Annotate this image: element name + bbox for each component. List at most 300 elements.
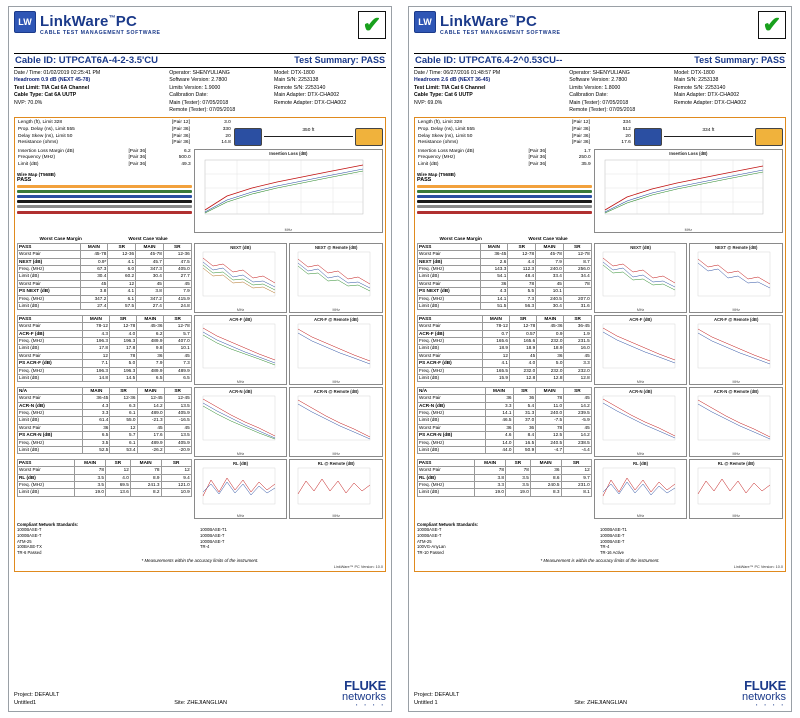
table-row: Freq. (MHz) 3.3 6.1 489.0 405.9 <box>19 410 190 416</box>
wiremap-line <box>417 205 592 208</box>
compliance-block <box>17 522 383 556</box>
compliance-item: 100VG-AnyLan <box>417 544 446 550</box>
chart-title: NEXT @ Remote (dB) <box>314 244 358 250</box>
chart-xlabel: MHz <box>636 307 645 312</box>
wiremap-title: Wire Map (T568B) <box>17 171 56 177</box>
row-pair: [Pair 36] <box>172 127 190 133</box>
table-row: Limit (dB) 17.8 17.8 9.8 10.1 <box>19 345 190 351</box>
wiremap <box>17 172 192 214</box>
row-value: 49.3 <box>181 162 191 167</box>
block-status: PASS <box>18 315 83 322</box>
table-row: Limit (dB) 19.0 19.0 8.3 8.1 <box>419 489 590 495</box>
test-summary: Test Summary: PASS <box>694 55 785 65</box>
compliance-item <box>200 550 383 556</box>
row-value: 20 <box>225 133 231 139</box>
fluke-dots: ▪ ▪ ▪ ▪ <box>755 702 786 707</box>
report-header <box>14 11 386 51</box>
table-row: Freq. (MHz) 143.3 112.3 240.0 256.0 <box>419 266 590 272</box>
info-column-mid <box>569 70 674 114</box>
chart-xlabel: MHz <box>236 451 245 456</box>
table-row: PS ACR-F (dB) 7.1 5.0 7.9 7.3 <box>19 360 190 366</box>
wiremap-line <box>17 190 192 193</box>
table-row: Worst Pair 36 78 45 78 <box>419 280 590 286</box>
table-row <box>17 155 192 162</box>
info-column-right <box>274 70 386 114</box>
wiremap-pairs <box>417 185 592 214</box>
fluke-wordmark: FLUKE <box>744 678 786 693</box>
row-pair: [Pair 12] <box>172 120 190 126</box>
worst-case-margin-header: Worst Case Margin <box>439 235 482 241</box>
row-label: Length (ft), Limit 328 <box>18 120 62 126</box>
info-calibration-date: Calibration Date: <box>569 92 608 99</box>
table-row: Worst Pair 36 36 78 45 <box>419 395 590 401</box>
table-row <box>17 162 192 169</box>
chart-xlabel: MHz <box>636 513 645 518</box>
next-results-table: PASS MAIN SR MAIN SR Worst Pair 36-45 12-78 45-78 12-78 NEXT (dB) 2.6 4.4 7.9 8.7 Freq. (MHz) 143.3 112.3 240.0 256.0 Limit (dB) 54.1 48.4 33.4 34.4 Worst Pair 36 78 45 78 PS NEXT (dB) 4.3 5.5 10.1 Freq. (MHz) 14.1 7.3 240.5 207.0 Limit (dB) 51.5 56.3 30.4 31.6 <box>419 243 590 309</box>
table-row: Worst Pair 45 12 45 45 <box>19 280 190 286</box>
footer-untitled: Untitled1 <box>14 700 37 706</box>
compliance-title: Compliant Network Standards: <box>17 521 79 527</box>
compliance-item: TR-6 Passed <box>17 549 42 555</box>
chart-xlabel: MHz <box>332 379 340 384</box>
table-row: Worst Pair 12 78 36 45 <box>19 352 190 358</box>
info-cal-main: Main (Tester): 07/05/2018 <box>169 99 229 106</box>
table-row: Worst Pair 78 78 36 12 <box>419 467 590 473</box>
table-row: Freq. (MHz) 165.6 165.6 232.0 231.5 <box>419 338 590 344</box>
networks-wordmark: networks <box>741 691 786 703</box>
block-status: N/A <box>418 387 486 394</box>
block-status: PASS <box>418 459 475 466</box>
chart-acrn-remote <box>689 387 783 457</box>
chart-xlabel: MHz <box>236 379 245 384</box>
chart-xlabel: MHz <box>732 379 740 384</box>
table-row: Limit (dB) 44.0 50.9 -4.7 -4.4 <box>419 447 590 453</box>
brand-subtitle: CABLE TEST MANAGEMENT SOFTWARE <box>440 30 561 36</box>
brand-tm: ™ <box>108 15 116 22</box>
chart-xlabel: MHz <box>684 227 693 232</box>
table-row: PS NEXT (dB) 4.3 5.5 10.1 <box>418 288 592 295</box>
chart-xlabel: MHz <box>636 451 645 456</box>
link-length-label: 350 ft <box>302 128 315 134</box>
brand-title2: PC <box>115 13 138 30</box>
table-row: Freq. (MHz) 347.2 6.1 347.2 415.9 <box>19 295 190 301</box>
footer-project: Project: DEFAULT <box>414 692 460 698</box>
compliance-item: 1000BASE-T1 <box>600 527 627 533</box>
table-row: RL (dB) 3.8 3.5 8.6 9.7 <box>419 474 590 480</box>
table-row: Freq. (MHz) 165.5 232.0 232.0 232.0 <box>419 367 590 373</box>
chart-title: RL @ Remote (dB) <box>717 460 755 466</box>
linkware-brand <box>14 11 161 36</box>
info-limits-version: Limits Version: 1.9000 <box>169 84 221 91</box>
link-diagram <box>232 120 383 146</box>
check-icon: ✔ <box>362 12 382 37</box>
compliance-item: 100BASE-TX <box>17 544 42 550</box>
col-head: SR <box>108 243 136 250</box>
chart-title: NEXT (dB) <box>630 244 651 250</box>
insertion-loss-table <box>17 149 192 169</box>
chart-title: Insertion Loss (dB) <box>669 150 708 156</box>
table-row <box>17 127 232 134</box>
info-main-adapter: Main Adapter: DTX-CHA002 <box>674 92 740 99</box>
cable-id: Cable ID: UTPCAT6A-4-2-3.5'CU <box>15 55 159 66</box>
acrn-results-table: N/A MAIN SR MAIN SR Worst Pair 36 36 78 45 ACR-N (dB) 3.3 5.4 11.0 14.2 Freq. (MHz) 14.1 31.3 240.0 239.5 Limit (dB) 46.5 37.0 -7.5 -5.9 Worst Pair 36 36 78 45 PS ACR-N (dB) 4.6 8.4 12.5 14.2 Freq. (MHz) 14.0 16.5 240.5 238.5 Limit (dB) 44.0 50.9 -4.7 -4.4 <box>419 387 590 453</box>
footer-site: Site: ZHEJIANGLIAN <box>174 700 228 706</box>
worst-case-value-header: Worst Case Value <box>528 235 568 241</box>
footer-site: Site: ZHEJIANGLIAN <box>574 700 628 706</box>
wiremap-title: Wire Map (T568B) <box>417 171 456 177</box>
remote-icon <box>755 128 783 146</box>
linkware-logo-icon: LW <box>14 11 36 33</box>
chart-xlabel: MHz <box>732 451 740 456</box>
block-status: PASS <box>18 459 75 466</box>
footer-untitled: Untitled 1 <box>414 700 438 706</box>
worst-case-value-header: Worst Case Value <box>128 235 168 241</box>
table-row: Limit (dB) 61.4 55.0 -21.3 -16.5 <box>19 417 190 423</box>
table-row: Worst Pair 78 12 78 12 <box>19 467 190 473</box>
info-main-sn: Main S/N: 2253138 <box>274 77 319 84</box>
info-headroom: Headroom 0.9 dB (NEXT 45-78) <box>14 77 91 84</box>
table-row: NEXT (dB) 0.9* 4.1 45.7 47.5 <box>19 258 190 264</box>
col-head: MAIN <box>80 243 108 250</box>
table-row: Limit (dB) [Pair 36] 35.9 <box>418 162 591 167</box>
table-row: Worst Pair 78-12 12-78 45-36 36-45 <box>419 323 590 329</box>
pass-checkbox <box>358 11 386 39</box>
linkware-brand <box>414 11 561 36</box>
chart-rl-remote <box>689 459 783 519</box>
info-column-mid <box>169 70 274 114</box>
chart-next <box>194 243 288 313</box>
compliance-item: 1000BASE-T <box>17 527 42 533</box>
info-nvp: NVP: 69.0% <box>414 99 443 106</box>
chart-title: NEXT @ Remote (dB) <box>714 244 758 250</box>
remote-icon <box>355 128 383 146</box>
fluke-networks-logo <box>342 680 386 707</box>
row-pair: [Pair 36] <box>128 162 147 167</box>
chart-title: ACR-F @ Remote (dB) <box>714 316 759 322</box>
chart-xlabel: MHz <box>636 379 645 384</box>
compliance-item: 1000BASE-T1 <box>200 527 227 533</box>
table-row: Limit (dB) 54.1 48.4 33.4 34.4 <box>419 273 590 279</box>
networks-wordmark: networks <box>341 691 386 703</box>
wiremap-pairs <box>17 185 192 214</box>
wiremap-line <box>17 195 192 198</box>
insertion-loss-table <box>417 149 592 169</box>
table-row: Prop. Delay (ns), Limit 555 [Pair 36] 512 <box>418 127 631 133</box>
compliance-item: 1000BASE-T <box>200 533 225 538</box>
row-value: 500.0 <box>178 155 191 161</box>
table-row <box>17 140 232 147</box>
chart-xlabel: MHz <box>284 227 293 232</box>
table-row: ACR-F (dB) 4.3 4.0 6.2 5.7 <box>19 330 190 336</box>
fluke-wordmark: FLUKE <box>344 678 386 693</box>
info-main-adapter: Main Adapter: DTX-CHA002 <box>274 92 340 99</box>
chart-title: ACR-F (dB) <box>229 316 252 322</box>
rl-results-table: PASS MAIN SR MAIN SR Worst Pair 78 12 78 12 RL (dB) 3.5 4.0 8.9 9.4 Freq. (MHz) 3.5 69.5 241.3 121.0 Limit (dB) 19.0 13.6 8.2 10.9 <box>19 459 190 495</box>
tester-icon <box>634 128 662 146</box>
chart-acrn-remote <box>289 387 383 457</box>
row-value: 3.0 <box>224 120 231 126</box>
chart-xlabel: MHz <box>732 513 740 518</box>
info-cal-remote: Remote (Tester): 07/05/2018 <box>169 107 236 114</box>
summary-table <box>417 120 632 146</box>
compliance-item: TR-10 Passed <box>417 549 444 555</box>
chart-rl-remote <box>289 459 383 519</box>
compliance-title: Compliant Network Standards: <box>417 521 479 527</box>
row-label: Prop. Delay (ns), Limit 555 <box>18 127 75 133</box>
wiremap-line <box>417 190 592 193</box>
acrf-results-table: PASS MAIN SR MAIN SR Worst Pair 78-12 12-78 45-36 12-78 ACR-F (dB) 4.3 4.0 6.2 5.7 Freq. (MHz) 196.3 196.3 489.9 407.0 Limit (dB) 17.8 17.8 9.8 10.1 Worst Pair 12 78 36 45 PS ACR-F (dB) 7.1 5.0 7.9 7.3 Freq. (MHz) 196.3 196.3 489.9 489.9 Limit (dB) 14.8 14.5 6.5 6.5 <box>19 315 190 381</box>
info-model: Model: DTX-1800 <box>674 70 715 76</box>
wiremap-line <box>417 211 592 214</box>
info-limits-version: Limits Version: 1.8000 <box>569 84 621 91</box>
cable-id: Cable ID: UTPCAT6.4-2^0.53CU-- <box>415 55 563 66</box>
wiremap-line <box>417 185 592 188</box>
chart-rl <box>194 459 288 519</box>
table-row: Freq. (MHz) 14.0 16.5 240.5 238.5 <box>419 439 590 445</box>
chart-acrn <box>194 387 288 457</box>
table-row: RL (dB) 3.5 4.0 8.9 9.4 <box>19 474 190 480</box>
rl-results-table: PASS MAIN SR MAIN SR Worst Pair 78 78 36 12 RL (dB) 3.8 3.5 8.6 9.7 Freq. (MHz) 3.3 3.5 240.5 231.0 Limit (dB) 19.0 19.0 8.3 8.1 <box>419 459 590 495</box>
compliance-item: 1000BASE-T <box>417 533 442 538</box>
chart-next-remote <box>689 243 783 313</box>
info-cable-type: Cable Type: Cat 6A UUTP <box>14 92 77 99</box>
compliance-item: 1000BASE-T <box>417 527 442 533</box>
table-row: Worst Pair 12 45 36 45 <box>419 352 590 358</box>
accuracy-note: * Measurement is within the accuracy limits of the instrument. <box>540 558 660 564</box>
table-row: Worst Pair 78-12 12-78 45-36 12-78 <box>19 323 190 329</box>
wiremap-status: PASS <box>17 176 32 183</box>
pass-checkbox <box>758 11 786 39</box>
info-nvp: NVP: 70.0% <box>14 99 43 106</box>
row-pair: [Pair 36] <box>128 148 147 154</box>
linkware-version: LinkWare™ PC Version: 10.0 <box>733 565 783 570</box>
tester-icon <box>234 128 262 146</box>
info-column-left <box>414 70 569 114</box>
table-row: ACR-N (dB) 4.3 6.3 14.2 13.5 <box>19 402 190 408</box>
chart-title: ACR-F (dB) <box>629 316 652 322</box>
linkware-logo-icon: LW <box>414 11 436 33</box>
report-sheet-right <box>400 0 800 718</box>
chart-xlabel: MHz <box>332 307 340 312</box>
info-column-left <box>14 70 169 114</box>
chart-acrf-remote <box>689 315 783 385</box>
info-model: Model: DTX-1800 <box>274 70 315 76</box>
compliance-item: 1000BASE-T <box>600 538 625 544</box>
col-head: MAIN <box>136 243 164 250</box>
chart-acrf <box>594 315 688 385</box>
compliance-item: ATM-25 <box>417 538 432 544</box>
table-row: Length (ft), Limit 328 [Pair 12] 334 <box>418 120 631 126</box>
wiremap-line <box>17 185 192 188</box>
table-row: Limit (dB) 14.8 14.5 6.5 6.5 <box>19 375 190 381</box>
info-calibration-date: Calibration Date: <box>169 92 208 99</box>
row-value: 14.8 <box>221 140 231 146</box>
row-value: 330 <box>222 127 231 133</box>
table-row: Delay Skew (ns), Limit 50 [Pair 36] 20 <box>418 133 631 139</box>
row-value: 6.2 <box>184 148 191 154</box>
link-line <box>664 128 753 137</box>
table-row: Limit (dB) 18.9 18.9 18.9 16.0 <box>419 345 590 351</box>
block-status: PASS <box>418 315 483 322</box>
wiremap-line <box>17 200 192 203</box>
table-row: Freq. (MHz) 3.5 6.1 489.9 405.9 <box>19 439 190 445</box>
info-cable-type: Cable Type: Cat 6 UUTP <box>414 92 473 99</box>
info-remote-adapter: Remote Adapter: DTX-CHA002 <box>674 99 747 106</box>
info-main-sn: Main S/N: 2253138 <box>674 77 719 84</box>
chart-xlabel: MHz <box>236 513 245 518</box>
chart-title: RL (dB) <box>233 460 249 466</box>
compliance-item: 1000BASE-T <box>17 533 42 538</box>
wiremap-line <box>17 205 192 208</box>
chart-next <box>594 243 688 313</box>
acrf-results-table: PASS MAIN SR MAIN SR Worst Pair 78-12 12-78 45-36 36-45 ACR-F (dB) 0.7 0.57 0.9 1.9 Freq. (MHz) 165.6 165.6 232.0 231.5 Limit (dB) 18.9 18.9 18.9 16.0 Worst Pair 12 45 36 45 PS ACR-F (dB) 4.1 4.0 5.0 3.3 Freq. (MHz) 165.5 232.0 232.0 232.0 Limit (dB) 15.9 12.8 12.8 12.8 <box>419 315 590 381</box>
compliance-item: 1000BASE-T <box>200 538 225 544</box>
row-pair: [Pair 36] <box>172 140 190 146</box>
worst-case-margin-header: Worst Case Margin <box>39 235 82 241</box>
table-row: ACR-F (dB) 0.7 0.57 0.9 1.9 <box>419 330 590 336</box>
table-row: Freq. (MHz) 196.3 196.3 489.9 489.9 <box>19 367 190 373</box>
results-body <box>14 117 386 572</box>
check-icon: ✔ <box>762 12 782 37</box>
table-row: NEXT (dB) 2.6 4.4 7.9 8.7 <box>419 258 590 264</box>
info-block <box>414 70 786 114</box>
info-remote-sn: Remote S/N: 2253140 <box>274 84 326 91</box>
info-column-right <box>674 70 786 114</box>
info-cal-main: Main (Tester): 07/05/2018 <box>569 99 629 106</box>
wiremap-line <box>17 211 192 214</box>
brand-tm: ™ <box>508 15 516 22</box>
compliance-item: TR-4 <box>600 544 610 550</box>
chart-insertion-loss <box>194 149 383 233</box>
row-label: Resistance (ohms) <box>18 140 58 146</box>
table-row: Worst Pair 45-78 12-36 45-78 12-36 <box>19 251 190 257</box>
table-row: PS ACR-F (dB) 4.1 4.0 5.0 3.3 <box>419 360 590 366</box>
footer-project: Project: DEFAULT <box>14 692 60 698</box>
table-row: Insertion Loss Margin (dB) [Pair 36] 1.7 <box>418 148 591 154</box>
brand-title: LinkWare <box>40 13 109 30</box>
report-footer <box>14 680 386 707</box>
table-row: Freq. (MHz) 3.5 69.5 241.3 121.0 <box>19 482 190 488</box>
chart-title: RL @ Remote (dB) <box>317 460 355 466</box>
brand-title: LinkWare <box>440 13 509 30</box>
table-row: Freq. (MHz) 3.3 3.5 240.5 231.0 <box>419 482 590 488</box>
table-row: Worst Pair 36 12 45 45 <box>19 424 190 430</box>
compliance-item: 1000BASE-T <box>600 533 625 538</box>
brand-subtitle: CABLE TEST MANAGEMENT SOFTWARE <box>40 30 161 36</box>
wiremap <box>417 172 592 214</box>
info-operator: Operator: SHENYULIANG <box>569 70 630 76</box>
results-body <box>414 117 786 572</box>
title-bar <box>14 53 386 68</box>
link-line <box>264 128 353 137</box>
info-test-limit: Test Limit: TIA Cat 6 Channel <box>414 84 486 91</box>
chart-insertion-loss <box>594 149 783 233</box>
link-diagram <box>632 120 783 146</box>
link-length-label: 334 ft <box>702 128 715 134</box>
title-bar <box>414 53 786 68</box>
compliance-item: TR-16 Active <box>600 549 624 555</box>
fluke-networks-logo <box>742 680 786 707</box>
table-row: Freq. (MHz) 14.1 7.3 240.5 207.0 <box>419 295 590 301</box>
table-row: Worst Pair 36 36 78 45 <box>419 424 590 430</box>
block-status: PASS <box>18 243 81 250</box>
table-row: Freq. (MHz) 196.3 196.3 489.9 407.0 <box>19 338 190 344</box>
table-row: PS NEXT (dB) 3.8 4.1 3.8 7.9 <box>19 288 190 294</box>
info-software-version: Software Version: 2.7800 <box>169 77 228 84</box>
table-row: Resistance (ohms) [Pair 36] 17.6 <box>418 140 631 146</box>
info-remote-adapter: Remote Adapter: DTX-CHA002 <box>274 99 347 106</box>
table-row: Limit (dB) 30.4 60.2 30.4 27.7 <box>19 273 190 279</box>
chart-title: ACR-N (dB) <box>229 388 253 394</box>
chart-title: ACR-N @ Remote (dB) <box>713 388 759 394</box>
chart-title: ACR-F @ Remote (dB) <box>314 316 359 322</box>
table-row: Limit (dB) 46.5 37.0 -7.5 -5.9 <box>419 417 590 423</box>
chart-acrn <box>594 387 688 457</box>
info-datetime: Date / Time: 06/27/2016 01:48:57 PM <box>414 70 501 76</box>
chart-title: NEXT (dB) <box>230 244 251 250</box>
summary-table <box>17 120 232 146</box>
info-datetime: Date / Time: 01/02/2019 02:25:41 PM <box>14 70 101 76</box>
row-label: Insertion Loss Margin (dB) <box>18 148 75 154</box>
table-row: Limit (dB) 19.0 13.6 8.2 10.9 <box>19 489 190 495</box>
chart-title: RL (dB) <box>633 460 649 466</box>
table-row: Worst Pair 36-45 12-78 45-78 12-78 <box>419 251 590 257</box>
accuracy-note: * Measurements within the accuracy limits of the instrument. <box>141 558 259 564</box>
chart-title: ACR-N @ Remote (dB) <box>313 388 359 394</box>
row-label: Frequency (MHz) <box>18 155 56 161</box>
table-row: Frequency (MHz) [Pair 36] 250.0 <box>418 155 591 161</box>
chart-title: Insertion Loss (dB) <box>269 150 308 156</box>
chart-next-remote <box>289 243 383 313</box>
info-cal-remote: Remote (Tester): 07/05/2018 <box>569 107 636 114</box>
chart-xlabel: MHz <box>332 513 340 518</box>
linkware-version: LinkWare™ PC Version: 10.0 <box>333 565 383 570</box>
info-remote-sn: Remote S/N: 2253140 <box>674 84 726 91</box>
table-row: PS ACR-N (dB) 6.5 5.7 17.6 13.5 <box>19 432 190 438</box>
row-pair: [Pair 36] <box>172 133 190 139</box>
acrn-results-table: N/A MAIN SR MAIN SR Worst Pair 36-45 12-36 12-45 12-45 ACR-N (dB) 4.3 6.3 14.2 13.5 Freq. (MHz) 3.3 6.1 489.0 405.9 Limit (dB) 61.4 55.0 -21.3 -16.5 Worst Pair 36 12 45 45 PS ACR-N (dB) 6.5 5.7 17.6 13.5 Freq. (MHz) 3.5 6.1 489.9 405.9 Limit (dB) 52.5 53.4 -26.2 -20.9 <box>19 387 190 453</box>
info-headroom: Headroom 2.6 dB (NEXT 36-45) <box>414 77 491 84</box>
chart-rl <box>594 459 688 519</box>
wiremap-line <box>417 195 592 198</box>
table-row: Limit (dB) 15.9 12.8 12.8 12.8 <box>419 375 590 381</box>
info-block <box>14 70 386 114</box>
chart-title: ACR-N (dB) <box>629 388 653 394</box>
row-pair: [Pair 36] <box>128 155 147 161</box>
info-test-limit: Test Limit: TIA Cat 6A Channel <box>14 84 90 91</box>
fluke-dots: ▪ ▪ ▪ ▪ <box>355 702 386 707</box>
report-footer <box>414 680 786 707</box>
block-status: PASS <box>418 243 481 250</box>
table-row: Freq. (MHz) 67.3 6.0 347.3 405.0 <box>19 266 190 272</box>
chart-xlabel: MHz <box>732 307 740 312</box>
wiremap-status: PASS <box>417 176 432 183</box>
table-row: ACR-N (dB) 3.3 5.4 11.0 14.2 <box>419 402 590 408</box>
chart-acrf <box>194 315 288 385</box>
compliance-item: ATM-25 <box>17 538 32 544</box>
table-row: Limit (dB) 51.5 56.3 30.4 31.6 <box>419 303 590 309</box>
row-label: Limit (dB) <box>18 162 39 167</box>
table-row: Limit (dB) 27.4 57.5 27.4 24.8 <box>19 303 190 309</box>
col-head: SR <box>163 243 191 250</box>
compliance-block <box>417 522 783 556</box>
info-software-version: Software Version: 2.7800 <box>569 77 628 84</box>
table-row: Worst Pair 36-45 12-36 12-45 12-45 <box>19 395 190 401</box>
next-results-table <box>17 243 192 311</box>
chart-xlabel: MHz <box>236 307 245 312</box>
wiremap-line <box>417 200 592 203</box>
chart-acrf-remote <box>289 315 383 385</box>
